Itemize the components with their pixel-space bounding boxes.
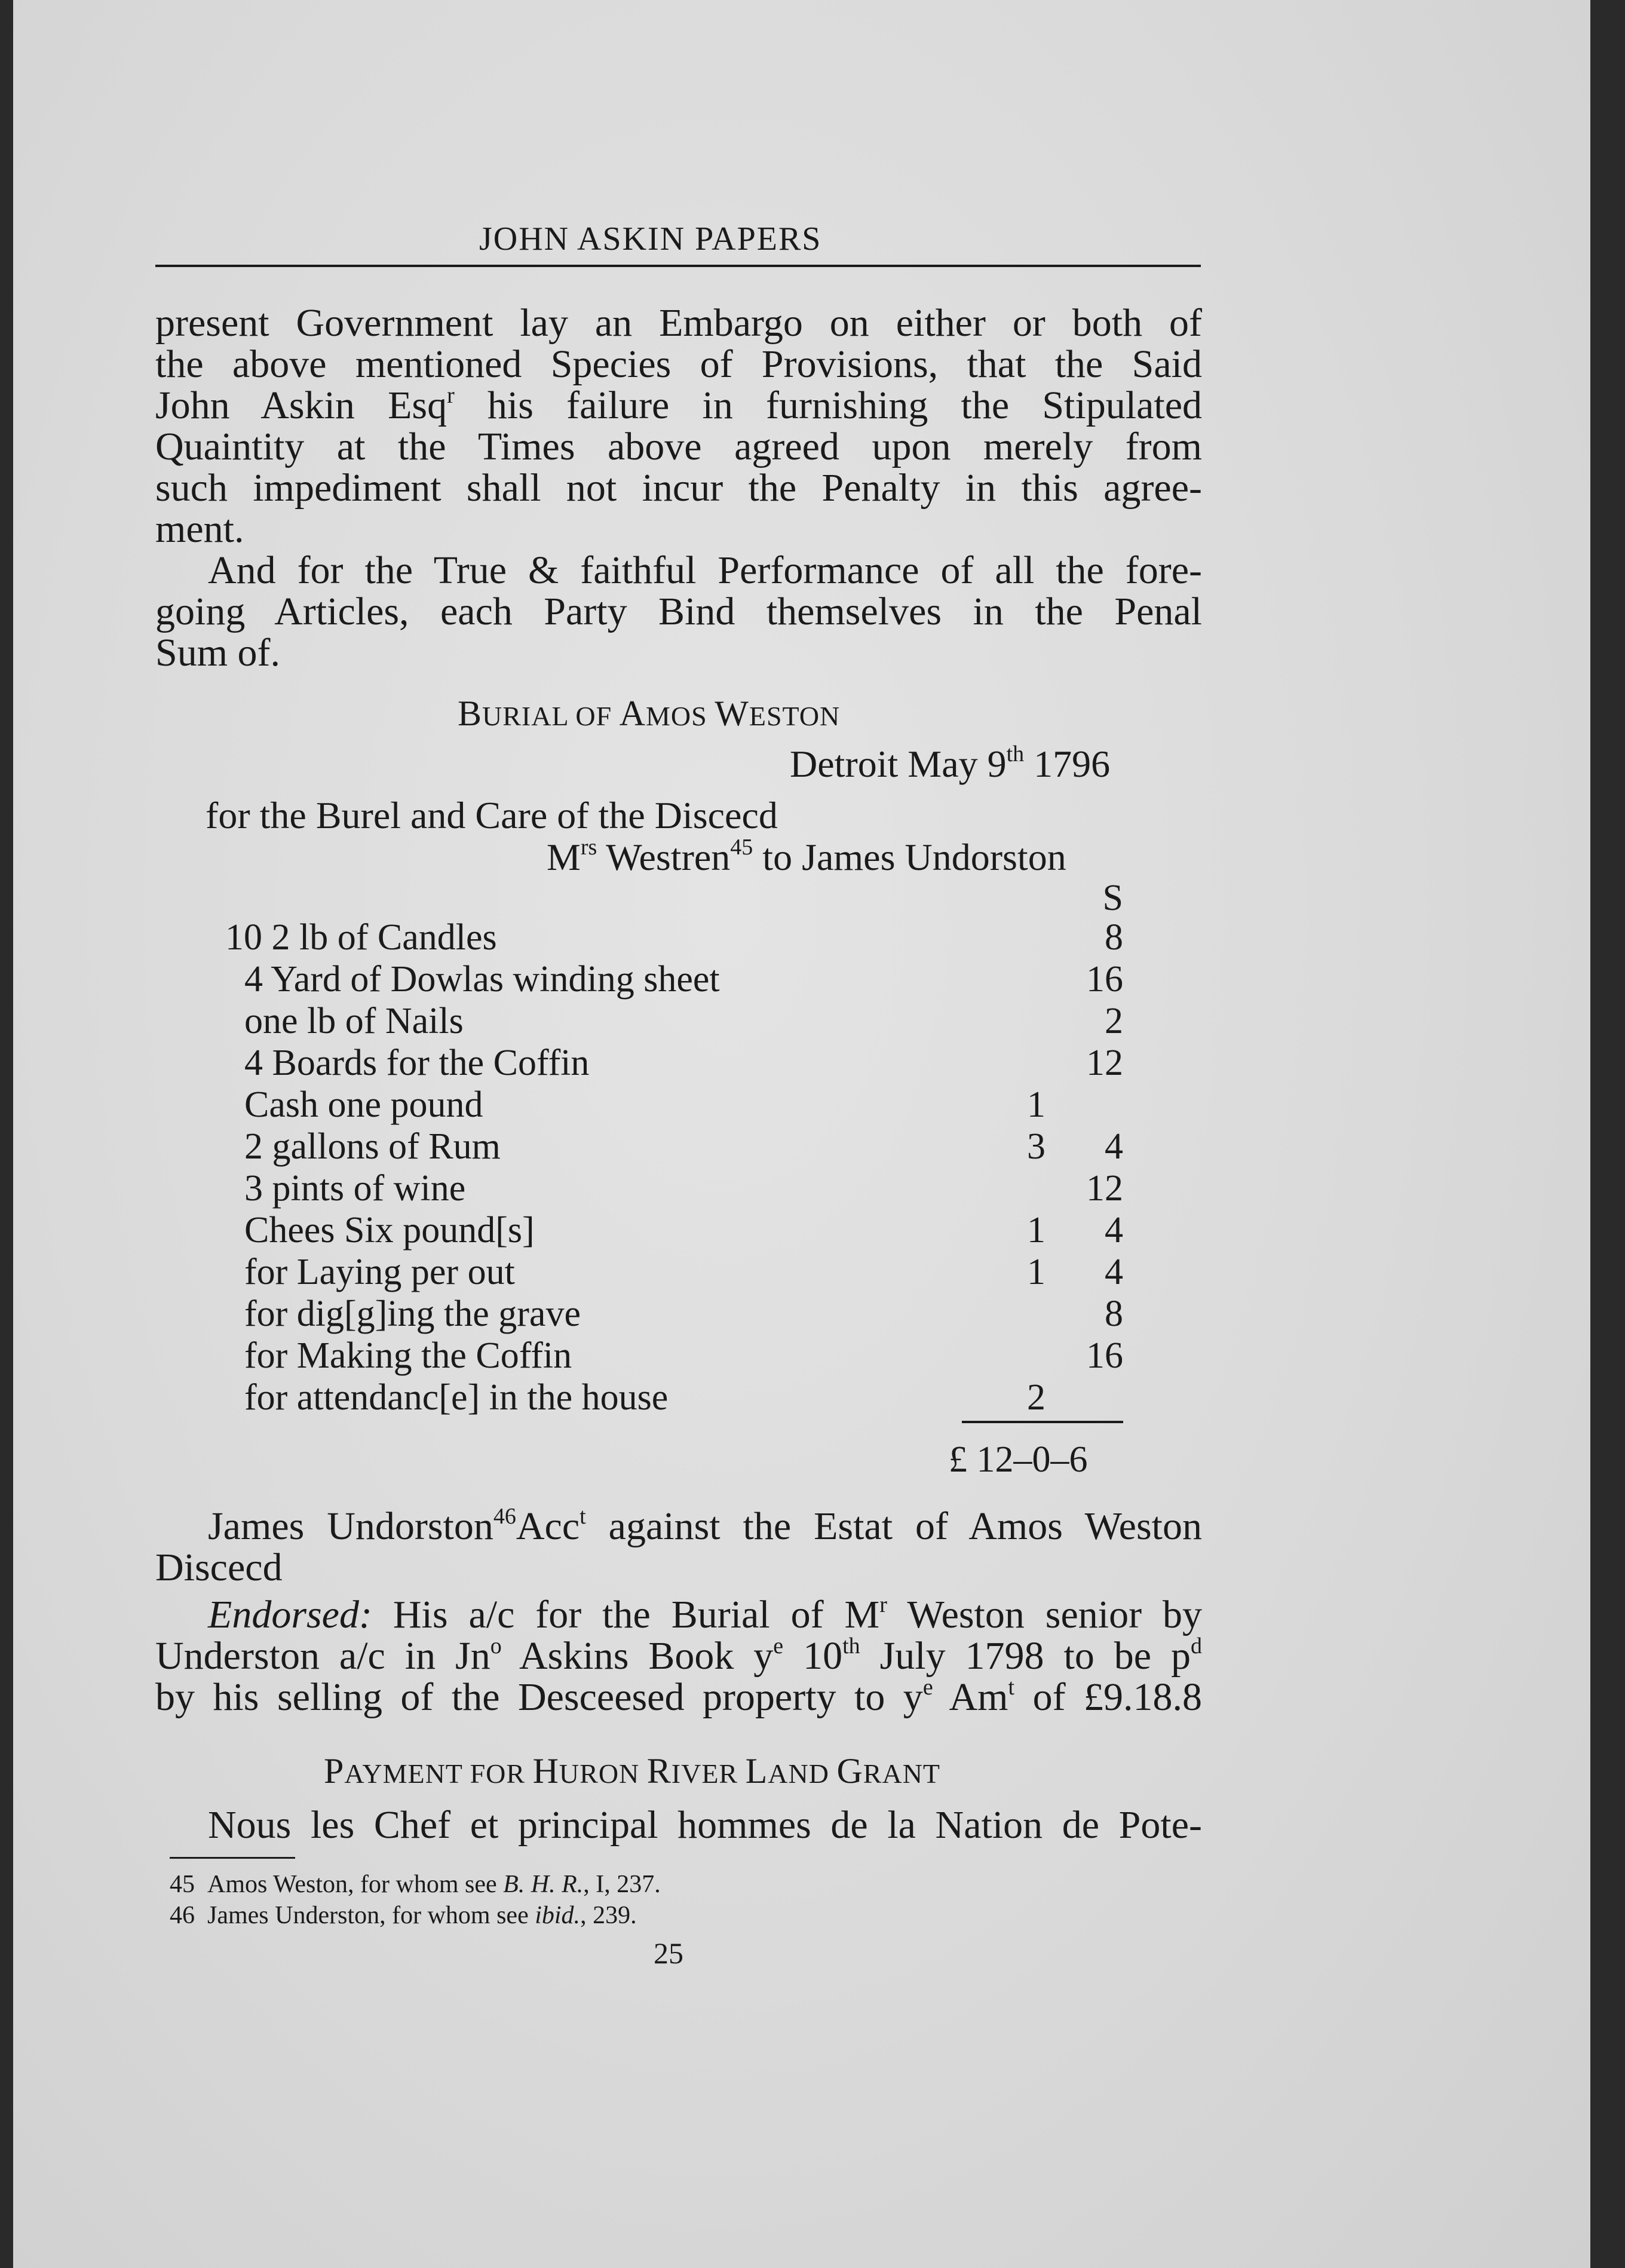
item-pounds: 2 bbox=[1027, 1377, 1045, 1418]
section-title-burial: BURIAL OF AMOS WESTON bbox=[458, 694, 841, 733]
item-shillings: 2 bbox=[1105, 1001, 1123, 1041]
text-line: And for the True & faithful Performance of all the fore- bbox=[208, 548, 1202, 592]
footnote-45: 45 Amos Weston, for whom see B. H. R., I, 237. bbox=[170, 1871, 661, 1898]
text-line: Sum of. bbox=[155, 631, 281, 675]
item-pounds: 1 bbox=[1027, 1210, 1045, 1251]
text-line: Quaintity at the Times above agreed upon merely from bbox=[155, 425, 1202, 468]
text-line: the above mentioned Species of Provisions, that the Said bbox=[155, 342, 1202, 386]
text-line: present Government lay an Embargo on either or both of bbox=[155, 301, 1202, 345]
paragraph-performance bbox=[155, 550, 1202, 673]
text-line: Underston a/c in Jn$^o$ Askins Book $y^e$ 10th July 1798 to be $p^d$ bbox=[155, 1633, 1202, 1678]
date-line: Detroit May 9th 1796 bbox=[790, 741, 1111, 785]
text-line: Discecd bbox=[155, 1546, 283, 1589]
page-number: 25 bbox=[654, 1936, 683, 1970]
header-rule bbox=[155, 265, 1201, 267]
shillings-column-header: S bbox=[1102, 878, 1123, 918]
item-shillings: 8 bbox=[1105, 917, 1123, 958]
text-line: Endorsed: His a/c for the Burial of $M^r$ Weston senior by bbox=[208, 1592, 1203, 1636]
item-pounds: 3 bbox=[1027, 1126, 1045, 1167]
text-line: James Undorston$^{46}$Acc$^t$ against the Estat of Amos Weston bbox=[208, 1504, 1202, 1548]
text-line: Nous les Chef et principal hommes de la Nation de Pote- bbox=[208, 1803, 1202, 1847]
item-shillings: 12 bbox=[1086, 1043, 1123, 1083]
item-label: 3 pints of wine bbox=[244, 1168, 466, 1209]
text-line: by his selling of the Desceesed property to $y^e$ Am$^t$ of £9.18.8 bbox=[155, 1675, 1203, 1719]
section-title-payment: PAYMENT FOR HURON RIVER LAND GRANT bbox=[324, 1751, 941, 1791]
item-shillings: 8 bbox=[1105, 1294, 1123, 1334]
item-label: Cash one pound bbox=[244, 1084, 483, 1125]
item-shillings: 4 bbox=[1105, 1210, 1123, 1251]
bill-line-2: $M^{rs}$ Westren$^{45}$ to James Undorston bbox=[547, 835, 1066, 878]
item-label: 2 gallons of Rum bbox=[244, 1126, 501, 1167]
item-label: for Making the Coffin bbox=[244, 1335, 572, 1376]
item-label: one lb of Nails bbox=[244, 1001, 464, 1041]
footnote-rule bbox=[170, 1857, 295, 1859]
item-shillings: 12 bbox=[1086, 1168, 1123, 1209]
running-header: JOHN ASKIN PAPERS bbox=[479, 220, 822, 258]
item-label: 10 2 lb of Candles bbox=[225, 917, 497, 958]
account-total: £ 12–0–6 bbox=[949, 1439, 1088, 1480]
item-shillings: 16 bbox=[1086, 959, 1123, 1000]
total-rule bbox=[962, 1421, 1123, 1423]
paragraph-nous bbox=[155, 1804, 1202, 1846]
item-label: Chees Six pound[s] bbox=[244, 1210, 535, 1251]
item-shillings: 4 bbox=[1105, 1126, 1123, 1167]
bill-line-1: for the Burel and Care of the Discecd bbox=[206, 794, 778, 836]
paragraph-account bbox=[155, 1506, 1202, 1588]
item-shillings: 16 bbox=[1086, 1335, 1123, 1376]
item-label: 4 Yard of Dowlas winding sheet bbox=[244, 959, 720, 1000]
item-pounds: 1 bbox=[1027, 1252, 1045, 1292]
text-line: such impediment shall not incur the Penalty in this agree- bbox=[155, 466, 1202, 510]
text-line: ment. bbox=[155, 507, 244, 551]
text-line: going Articles, each Party Bind themselves in the Penal bbox=[155, 590, 1202, 633]
item-label: for Laying per out bbox=[244, 1252, 515, 1292]
page bbox=[13, 0, 1590, 2268]
item-shillings: 4 bbox=[1105, 1252, 1123, 1292]
paragraph-endorsed bbox=[155, 1594, 1202, 1718]
item-label: 4 Boards for the Coffin bbox=[244, 1043, 590, 1083]
paragraph-embargo bbox=[155, 302, 1202, 550]
footnote-46: 46 James Underston, for whom see ibid., 239. bbox=[170, 1902, 637, 1929]
item-label: for dig[g]ing the grave bbox=[244, 1294, 581, 1334]
text-line: John Askin Esq$^r$ his failure in furnishing the Stipulated bbox=[155, 383, 1202, 427]
item-pounds: 1 bbox=[1027, 1084, 1045, 1125]
item-label: for attendanc[e] in the house bbox=[244, 1377, 669, 1418]
